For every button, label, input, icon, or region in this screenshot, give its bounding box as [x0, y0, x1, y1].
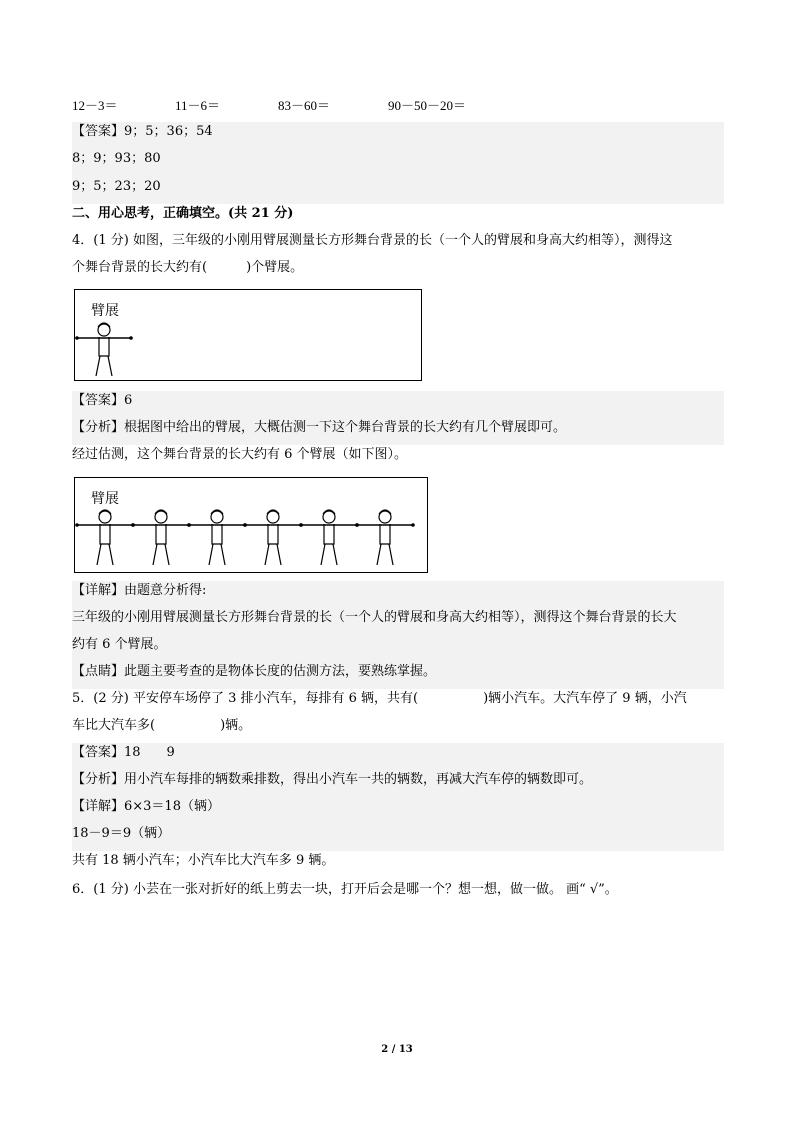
figure-stage-one-arm-span: [74, 289, 422, 381]
answer-1-line-2: 8；9；93；80: [72, 151, 161, 166]
q4-estimate: 经过估测，这个舞台背景的长大约有 6 个臂展（如下图）。: [72, 447, 408, 462]
answer-1-line-1: 【答案】9；5；36；54: [72, 124, 213, 139]
q5-detail-2: 18－9＝9（辆）: [72, 826, 171, 841]
figure-1-drawing: [75, 290, 421, 380]
q4-detail-line-1: 三年级的小刚用臂展测量长方形舞台背景的长（一个人的臂展和身高大约相等），测得这个舞台背景的长大: [72, 610, 677, 625]
stick-figure: [75, 323, 133, 376]
q4-comment: 【点睛】此题主要考查的是物体长度的估测方法，要熟练掌握。: [72, 664, 437, 679]
q5-detail-3: 共有 18 辆小汽车；小汽车比大汽车多 9 辆。: [72, 853, 335, 868]
q4-detail-line-2: 约有 6 个臂展。: [72, 637, 167, 652]
q4-answer: 【答案】6: [72, 393, 133, 408]
stick-figure: [75, 510, 135, 565]
stick-figure: [243, 510, 303, 565]
q4-analysis: 【分析】根据图中给出的臂展，大概估测一下这个舞台背景的长大约有几个臂展即可。: [72, 420, 567, 435]
answer-1-line-3: 9；5；23；20: [72, 179, 161, 194]
q4-line-1: 4．(1 分) 如图，三年级的小刚用臂展测量长方形舞台背景的长（一个人的臂展和身高大约相等），测得这: [72, 233, 673, 248]
stick-figure: [131, 510, 191, 565]
page-number: 2 / 13: [381, 1044, 413, 1055]
q5-line-2: 车比大汽车多( )辆。: [72, 718, 252, 733]
figure-stage-six-arm-spans: [74, 477, 428, 573]
q6-line-1: 6．(1 分) 小芸在一张对折好的纸上剪去一块，打开后会是哪一个？想一想，做一做。 画“ √”。: [72, 882, 618, 897]
equation-2: 11－6＝: [175, 98, 221, 113]
stick-figure: [187, 510, 247, 565]
q4-answer-shade: [72, 391, 724, 418]
q4-line-2: 个舞台背景的长大约有( )个臂展。: [72, 260, 304, 275]
q5-answer: 【答案】18 9: [72, 745, 175, 760]
section-title: 二、用心思考，正确填空。(共 21 分): [72, 206, 294, 221]
q5-detail-1: 【详解】6×3＝18（辆）: [72, 799, 220, 814]
figure-2-label: 臂展: [91, 491, 119, 507]
figure-2-drawing: [75, 478, 427, 572]
figure-1-label: 臂展: [91, 303, 119, 319]
q4-detail-title: 【详解】由题意分析得:: [72, 583, 207, 598]
q5-analysis: 【分析】用小汽车每排的辆数乘排数，得出小汽车一共的辆数，再减大汽车停的辆数即可。: [72, 772, 593, 787]
equation-1: 12－3＝: [72, 98, 118, 113]
equation-4: 90－50－20＝: [388, 98, 467, 113]
stick-figure: [355, 510, 415, 565]
equation-3: 83－60＝: [278, 98, 331, 113]
stick-figure: [299, 510, 359, 565]
q5-line-1: 5．(2 分) 平安停车场停了 3 排小汽车，每排有 6 辆，共有( )辆小汽车。大汽车停了 9 辆，小汽: [72, 691, 687, 706]
